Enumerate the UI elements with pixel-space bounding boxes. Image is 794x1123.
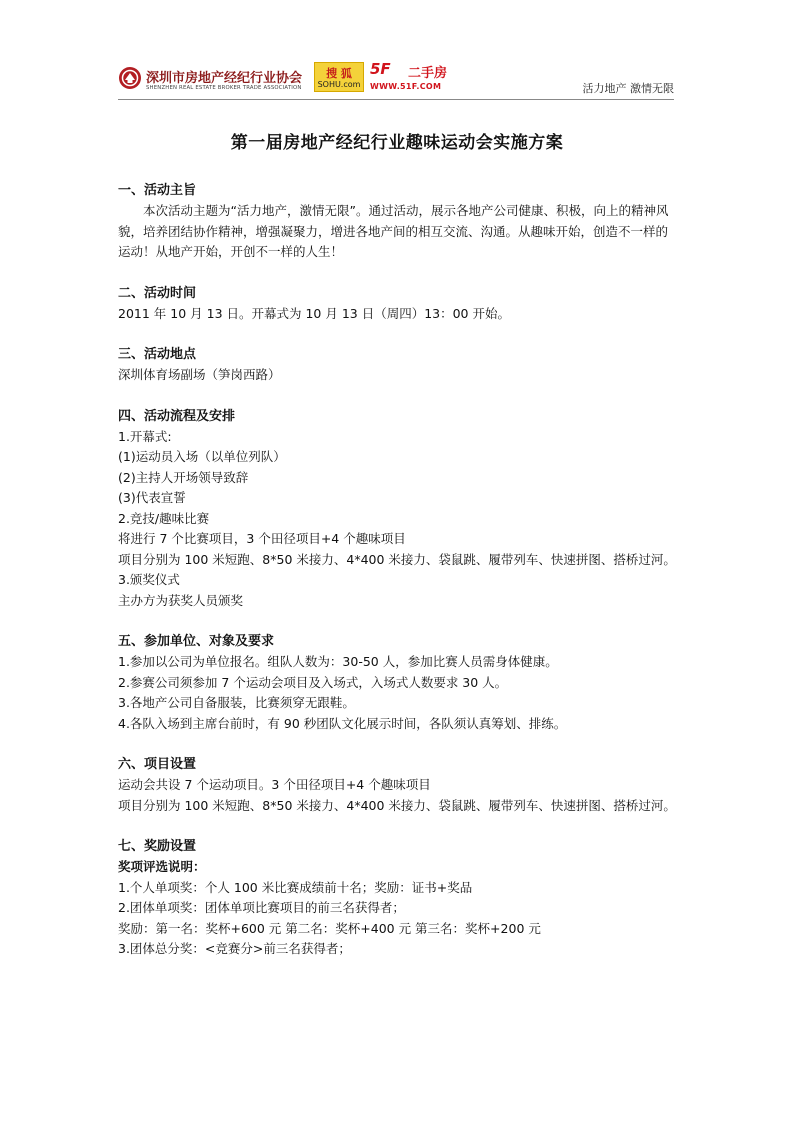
list-item: 奖励：第一名：奖杯+600 元 第二名：奖杯+400 元 第三名：奖杯+200 元	[118, 920, 541, 936]
list-item: 将进行 7 个比赛项目，3 个田径项目+4 个趣味项目	[118, 531, 406, 546]
list-item: (3)代表宣誓	[118, 490, 186, 505]
document-title: 第一届房地产经纪行业趣味运动会实施方案	[230, 133, 564, 153]
association-name-en: SHENZHEN REAL ESTATE BROKER TRADE ASSOCIATION	[146, 85, 302, 91]
list-item: 4.各队入场到主席台前时，有 90 秒团队文化展示时间，各队须认真筹划、排练。	[118, 715, 567, 731]
list-item: 项目分别为 100 米短跑、8*50 米接力、4*400 米接力、袋鼠跳、履带列车、快速拼图、搭桥过河。	[118, 797, 676, 813]
section-process	[118, 406, 678, 612]
list-item: (1)运动员入场（以单位列队）	[118, 449, 286, 464]
document-body	[118, 180, 678, 980]
section-heading: 六、项目设置	[118, 757, 197, 772]
section-heading: 五、参加单位、对象及要求	[118, 634, 275, 649]
list-item: 运动会共设 7 个运动项目。3 个田径项目+4 个趣味项目	[118, 777, 431, 792]
sohu-logo	[314, 62, 364, 92]
list-item: 1.参加以公司为单位报名。组队人数为：30-50 人，参加比赛人员需身体健康。	[118, 654, 558, 669]
paragraph: 深圳体育场副场（笋岗西路）	[118, 367, 281, 382]
section-subheading: 奖项评选说明：	[118, 859, 206, 874]
section-heading: 三、活动地点	[118, 347, 197, 362]
page-header	[118, 58, 674, 98]
paragraph: 本次活动主题为“活力地产，激情无限”。通过活动，展示各地产公司健康、积极，向上的精神风貌，培养团结协作精神，增强凝聚力，增进各地产间的相互交流、沟通。从趣味开始，创造不一样的运动！从地产开始，开创不一样的人生！	[118, 203, 669, 259]
f51-name: 二手房	[408, 66, 448, 81]
section-purpose	[118, 180, 678, 263]
list-item: 3.各地产公司自备服装，比赛须穿无跟鞋。	[118, 695, 355, 710]
association-name-cn: 深圳市房地产经纪行业协会	[146, 71, 303, 86]
section-time	[118, 283, 678, 325]
list-item: 2.团体单项奖：团体单项比赛项目的前三名获得者；	[118, 900, 405, 915]
f51-url: WWW.51F.COM	[370, 82, 442, 91]
list-item: 主办方为获奖人员颁奖	[118, 592, 244, 608]
paragraph: 2011 年 10 月 13 日。开幕式为 10 月 13 日（周四）13：00 开始。	[118, 305, 510, 321]
section-location	[118, 344, 678, 386]
list-item: 项目分别为 100 米短跑、8*50 米接力、4*400 米接力、袋鼠跳、履带列车、快速拼图、搭桥过河。	[118, 551, 676, 567]
list-item: 1.开幕式:	[118, 428, 172, 444]
sohu-logo-text: 搜 狐	[326, 67, 352, 80]
section-heading: 四、活动流程及安排	[118, 408, 236, 424]
association-logo	[118, 66, 313, 94]
header-slogan: 活力地产 激情无限	[582, 82, 674, 95]
f51-logo	[370, 60, 460, 94]
section-participants	[118, 631, 678, 734]
association-seal-icon	[118, 66, 142, 90]
section-heading: 一、活动主旨	[118, 183, 197, 198]
section-heading: 二、活动时间	[118, 285, 197, 301]
sohu-logo-url: SOHU.com	[317, 80, 361, 89]
header-divider	[118, 99, 674, 100]
list-item: 1.个人单项奖：个人 100 米比赛成绩前十名；奖励：证书+奖品	[118, 879, 473, 895]
list-item: 2.参赛公司须参加 7 个运动会项目及入场式，入场式人数要求 30 人。	[118, 674, 508, 690]
list-item: 3.颁奖仪式	[118, 572, 180, 587]
section-heading: 七、奖励设置	[118, 839, 197, 854]
list-item: (2)主持人开场领导致辞	[118, 469, 249, 485]
section-events	[118, 754, 678, 816]
section-awards	[118, 836, 678, 960]
f51-mark: 5F	[370, 60, 391, 78]
list-item: 2.竞技/趣味比赛	[118, 510, 210, 526]
list-item: 3.团体总分奖：<竞赛分>前三名获得者；	[118, 941, 351, 956]
